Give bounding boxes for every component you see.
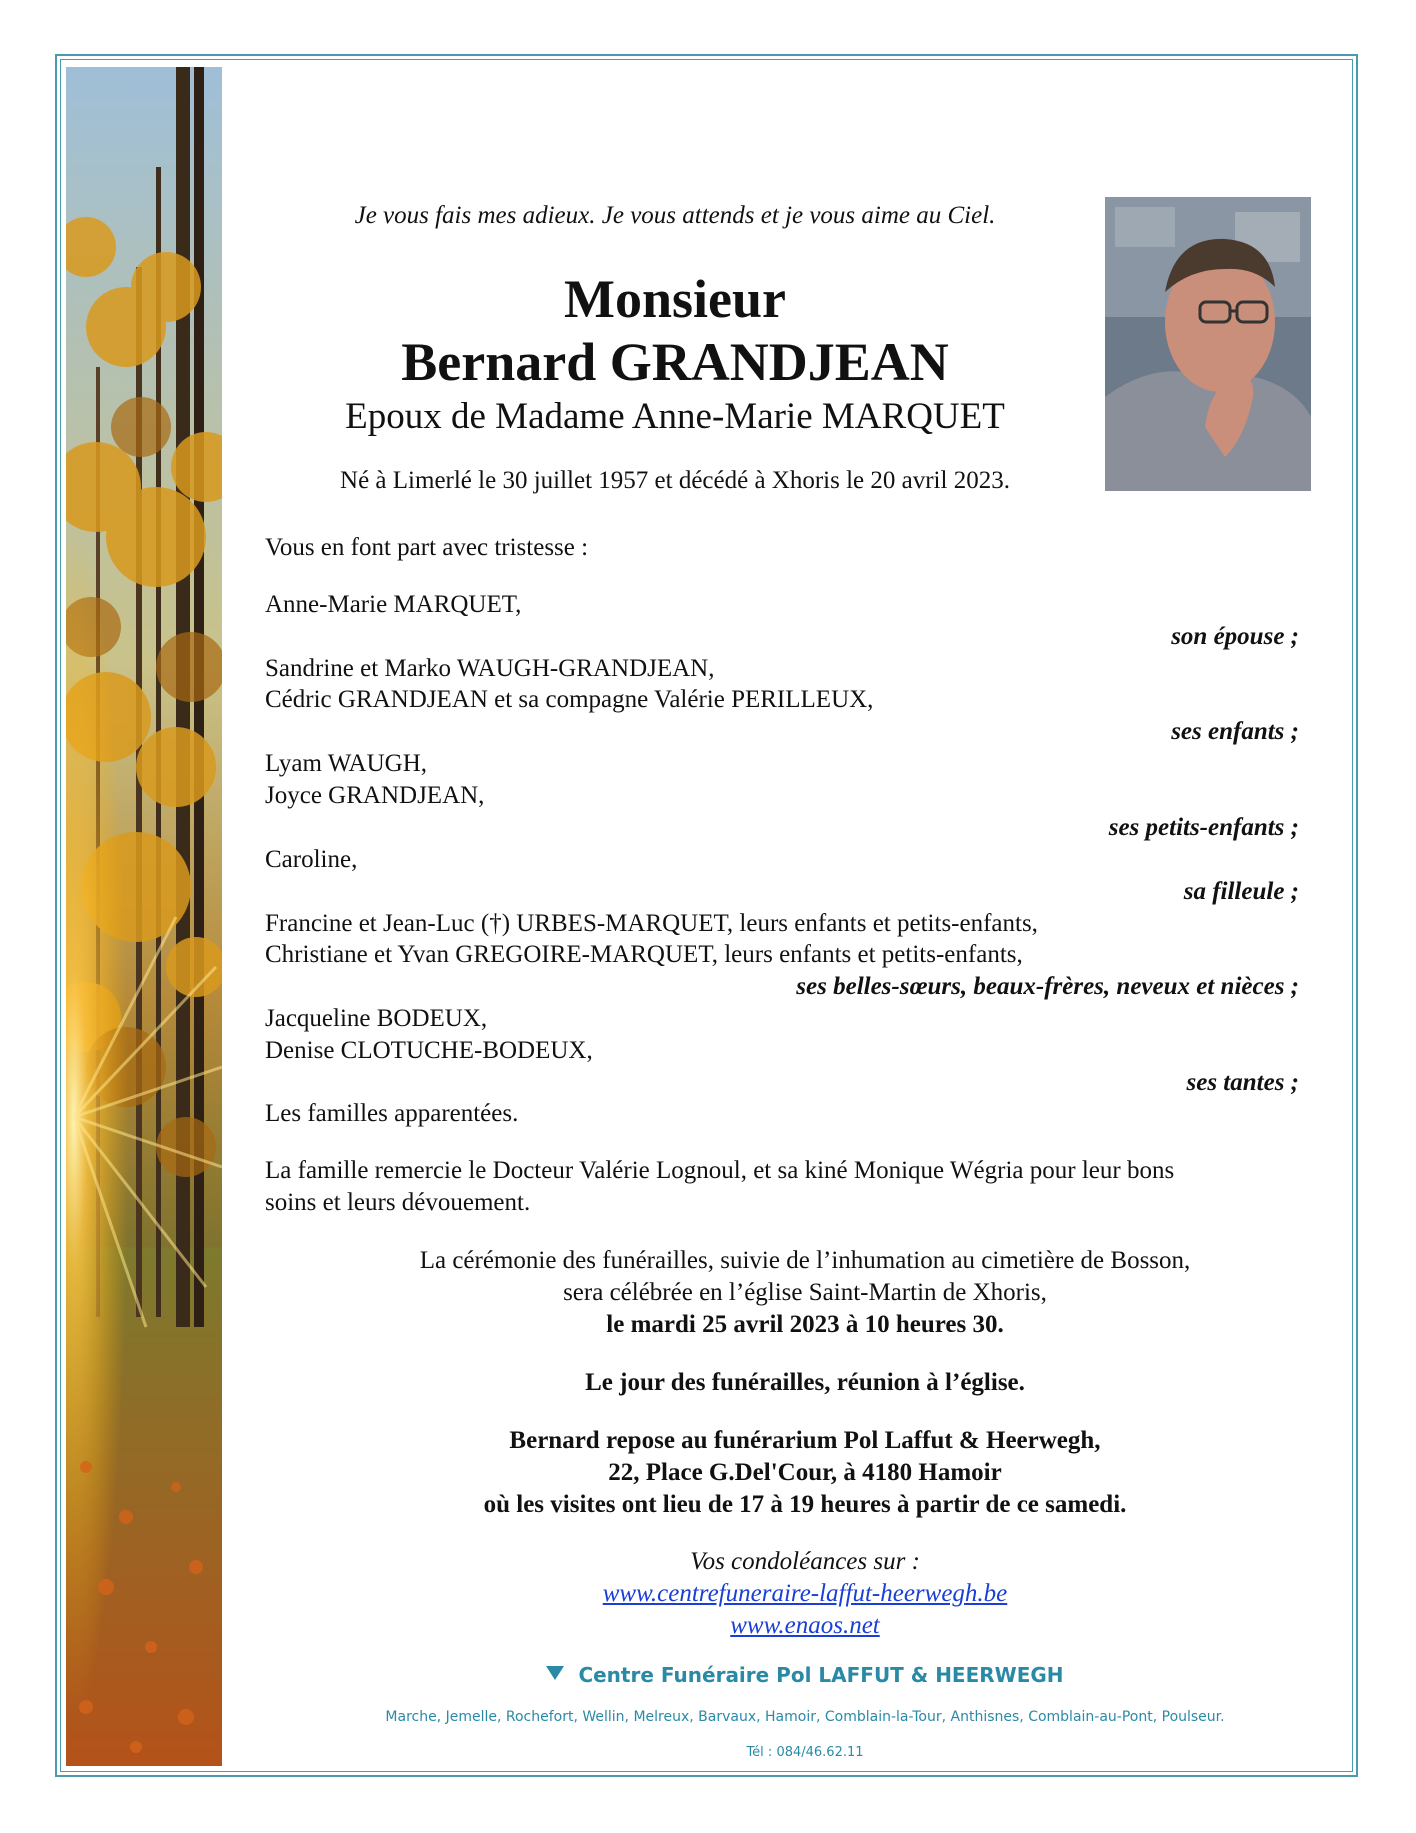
family-name: Caroline, <box>265 846 358 873</box>
family-name: Christiane et Yvan GREGOIRE-MARQUET, leurs enfants et petits-enfants, <box>265 941 1023 968</box>
farewell-verse: Je vous fais mes adieux. Je vous attends et je vous aime au Ciel. <box>354 202 996 229</box>
condolence-link-row <box>262 1581 1348 1606</box>
rest-line: 22, Place G.Del'Cour, à 4180 Hamoir <box>608 1459 1002 1486</box>
spouse-line: Epoux de Madame Anne-Marie MARQUET <box>345 396 1005 437</box>
family-name: Denise CLOTUCHE-BODEUX, <box>265 1037 593 1064</box>
ceremony-line: sera célébrée en l’église Saint-Martin de Xhoris, <box>563 1279 1047 1306</box>
rest-line: Bernard repose au funérarium Pol Laffut & Heerwegh, <box>509 1427 1101 1454</box>
thanks-line: soins et leurs dévouement. <box>265 1189 531 1216</box>
deceased-portrait <box>1105 197 1311 491</box>
deceased-name: Bernard GRANDJEAN <box>401 332 949 392</box>
condolence-link[interactable]: www.enaos.net <box>730 1612 880 1639</box>
condolence-link-row <box>262 1613 1348 1638</box>
condolence-link[interactable]: www.centrefuneraire-laffut-heerwegh.be <box>602 1580 1008 1607</box>
birth-death-line: Né à Limerlé le 30 juillet 1957 et décédé à Xhoris le 20 avril 2023. <box>340 467 1010 494</box>
funeral-home-locations: Marche, Jemelle, Rochefort, Wellin, Melreux, Barvaux, Hamoir, Comblain-la-Tour, Anthisnes, Comblain-au-Pont, Poulseur. <box>385 1709 1225 1725</box>
funeral-home-phone: Tél : 084/46.62.11 <box>746 1745 864 1760</box>
family-name: Lyam WAUGH, <box>265 750 428 777</box>
family-name: Joyce GRANDJEAN, <box>265 782 485 809</box>
funeral-home-label: Centre Funéraire Pol LAFFUT & HEERWEGH <box>578 1663 1064 1687</box>
family-name: Anne-Marie MARQUET, <box>265 591 522 618</box>
family-name: Sandrine et Marko WAUGH-GRANDJEAN, <box>265 655 715 682</box>
thanks-line: La famille remercie le Docteur Valérie Lognoul, et sa kiné Monique Wégria pour leur bons <box>265 1157 1175 1184</box>
funeral-home-name <box>262 1665 1348 1685</box>
family-relation: son épouse ; <box>1171 623 1299 650</box>
family-name: Jacqueline BODEUX, <box>265 1005 488 1032</box>
honorific: Monsieur <box>564 269 786 329</box>
triangle-down-icon <box>546 1666 564 1680</box>
family-relation: ses petits-enfants ; <box>1108 814 1299 841</box>
family-name: Cédric GRANDJEAN et sa compagne Valérie PERILLEUX, <box>265 686 874 713</box>
family-relation: ses tantes ; <box>1186 1069 1299 1096</box>
condolences-label: Vos condoléances sur : <box>690 1548 920 1575</box>
autumn-forest-image <box>66 67 222 1766</box>
rest-line: où les visites ont lieu de 17 à 19 heures à partir de ce samedi. <box>483 1491 1127 1518</box>
related-families: Les familles apparentées. <box>265 1100 519 1127</box>
ceremony-date: le mardi 25 avril 2023 à 10 heures 30. <box>606 1311 1004 1338</box>
family-relation: sa filleule ; <box>1183 878 1299 905</box>
family-relation: ses belles-sœurs, beaux-frères, neveux et nièces ; <box>796 973 1299 1000</box>
meeting-line: Le jour des funérailles, réunion à l’église. <box>585 1369 1025 1396</box>
family-relation: ses enfants ; <box>1171 718 1299 745</box>
family-name: Francine et Jean-Luc (†) URBES-MARQUET, leurs enfants et petits-enfants, <box>265 910 1038 937</box>
intro-line: Vous en font part avec tristesse : <box>265 534 589 561</box>
ceremony-line: La cérémonie des funérailles, suivie de l’inhumation au cimetière de Bosson, <box>419 1247 1191 1274</box>
